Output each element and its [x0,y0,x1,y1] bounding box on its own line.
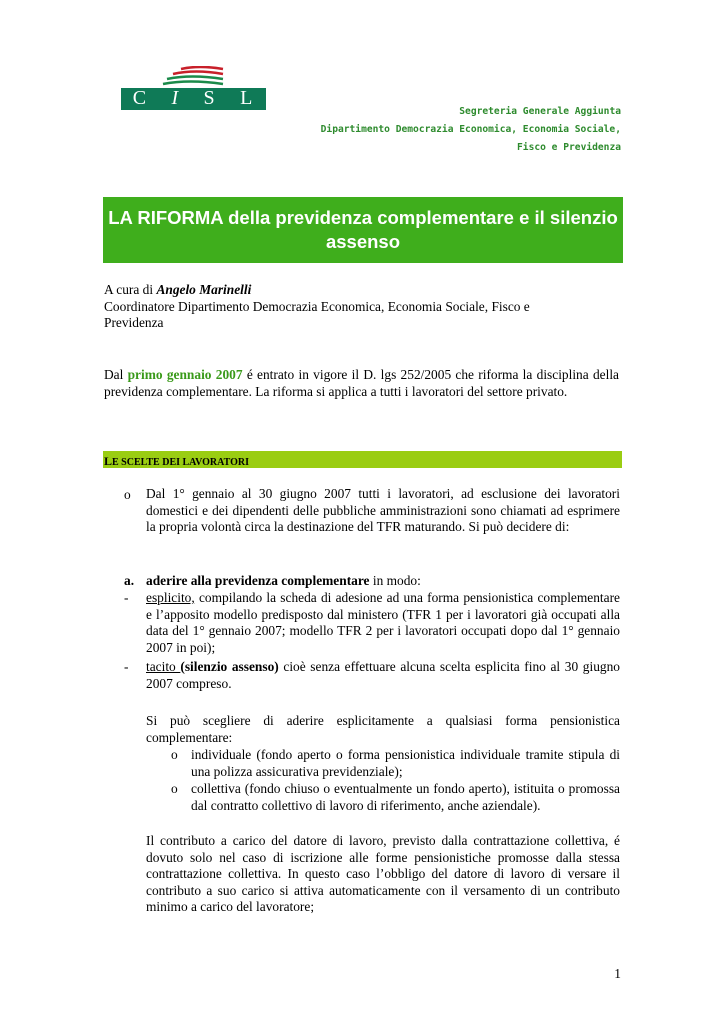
author-role: Coordinatore Dipartimento Democrazia Economica, Economia Sociale, Fisco e [104,298,530,314]
page-number: 1 [614,966,621,981]
logo-letter: I [171,86,181,109]
option-a-rest: in modo: [369,573,421,588]
title-line: assenso [325,231,401,252]
intro-text: é entrato in vigore il D. lgs 252/2005 che riforma la disciplina della previdenza complementare. La riforma si applica a tutti i lavoratori del settore privato. [104,367,619,399]
sub-list-item: collettiva (fondo chiuso o eventualmente un fondo aperto), istituita o promossa dal contratto collettivo di lavoro di riferimento, anche aziendale). [191,781,620,813]
logo-letter: C [132,86,149,109]
intro-paragraph [104,367,619,400]
bullet-glyph: o [124,487,131,502]
tacit-bold: (silenzio assenso) [180,659,279,674]
sub-bullet: o [171,781,178,796]
title-line: LA RIFORMA della previdenza complementare e il silenzio [108,207,618,228]
option-a-label: aderire alla previdenza complementare [146,573,370,588]
author-role: Previdenza [104,315,164,330]
section-title-initial: L [104,454,113,468]
list-bullet [124,486,131,504]
author-name: Angelo Marinelli [156,282,252,297]
option-marker [124,573,134,590]
dash-item-tacit [146,659,620,692]
logo-letter: S [203,86,217,109]
section-title [104,454,249,469]
dash-marker: - [124,590,129,605]
logo-letter: L [240,86,255,109]
paragraph: Il contributo a carico del datore di lavoro, previsto dalla contrattazione collettiva, é dovuto solo nel caso di iscrizione alle forme pensionistiche promosse dalla stessa contrattazione collettiva. In questo caso l’obbligo del datore di lavoro di versare il contributo a suo carico si attiva automaticamente con il versamento di un contributo minimo a carico del lavoratore; [146,833,620,914]
author-prefix: A cura di [104,282,157,297]
header-line: Segreteria Generale Aggiunta [459,106,621,117]
explicit-text: compilando la scheda di adesione ad una forma pensionistica complementare e l’apposito modello predisposto dal ministero (TFR 1 per i lavoratori già occupati alla data del 1° gennaio 2007; modello TFR 2 per i lavoratori occupati dopo dal 1° gennaio 2007 in poi); [146,590,620,655]
explicit-label: esplicito, [146,590,195,605]
department-header [321,103,621,157]
list-item: Dal 1° gennaio al 30 giugno 2007 tutti i lavoratori, ad esclusione dei lavoratori domestici e dei dipendenti delle pubbliche amministrazioni sono chiamati ad esprimere la propria volontà circa la destinazione del TFR maturando. Si può decidere di: [146,486,620,534]
section-title-rest: E SCELTE DEI LAVORATORI [112,457,249,468]
tacit-label: tacito [146,659,181,674]
author-block [104,282,624,332]
cisl-logo [121,66,266,110]
document-title [103,197,623,263]
intro-date: primo gennaio 2007 [127,367,243,382]
intro-text: Dal [104,367,128,382]
paragraph: Si può scegliere di aderire esplicitamente a qualsiasi forma pensionistica complementare: [146,713,620,745]
sub-bullet: o [171,747,178,762]
sub-list-item: individuale (fondo aperto o forma pensionistica individuale tramite stipula di una polizza assicurativa previdenziale); [191,747,620,779]
option-a [146,573,620,590]
tacit-text: cioè senza effettuare alcuna scelta esplicita fino al 30 giugno 2007 compreso. [146,659,620,691]
logo-waves-icon [161,66,226,88]
logo-letters [121,87,266,109]
header-line: Fisco e Previdenza [517,142,621,153]
header-line: Dipartimento Democrazia Economica, Economia Sociale, [320,124,621,135]
dash-item-explicit [146,590,620,656]
option-letter: a. [124,573,135,588]
dash-marker: - [124,659,129,674]
